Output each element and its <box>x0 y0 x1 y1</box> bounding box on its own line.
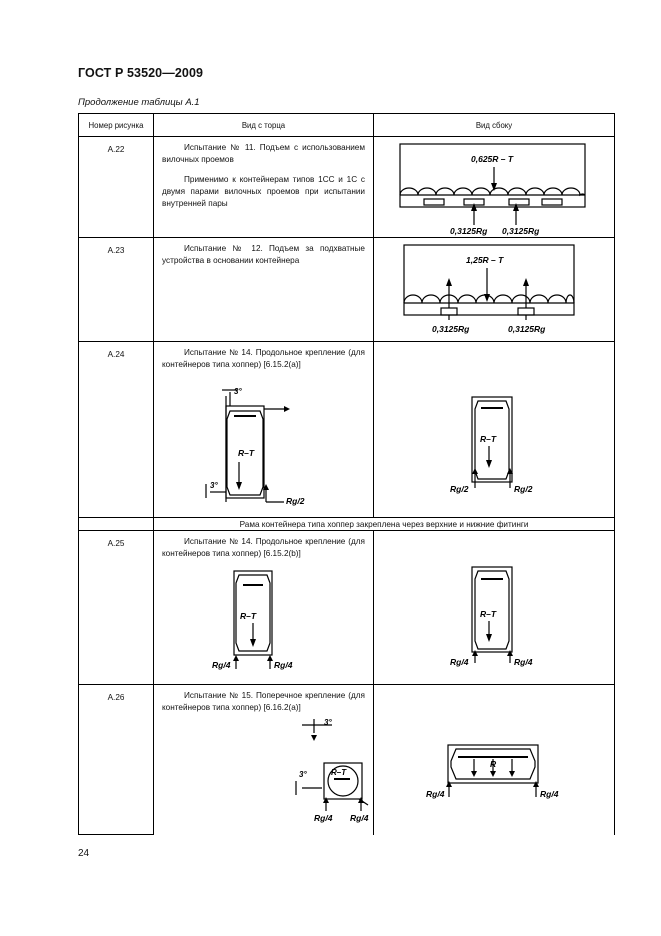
side-view-cell <box>374 531 615 685</box>
side-view-drawing-a26 <box>374 685 615 833</box>
load-label: R–T <box>480 609 497 619</box>
load-label: R–T <box>238 448 255 458</box>
left-force-label: 0,3125Rg <box>450 226 488 236</box>
figure-number: А.26 <box>79 685 154 835</box>
left-force-label: Rg/4 <box>450 657 469 667</box>
page-number: 24 <box>78 848 90 859</box>
right-force-label: Rg/4 <box>540 789 559 799</box>
left-force-label: Rg/2 <box>450 484 469 494</box>
frame-note: Рама контейнера типа хоппер закреплена через верхние и нижние фитинги <box>154 518 615 531</box>
right-force-label: Rg/4 <box>514 657 533 667</box>
left-force-label: Rg/4 <box>212 660 231 670</box>
table-caption: Продолжение таблицы А.1 <box>78 97 200 108</box>
figure-number: А.24 <box>79 342 154 518</box>
left-force-label: 0,3125Rg <box>432 324 470 334</box>
right-force-label: 0,3125Rg <box>502 226 540 236</box>
side-view-cell <box>374 342 615 518</box>
test-title: Испытание № 15. Поперечное крепление (для контейнеров типа хоппер) [6.16.2(a)] <box>162 691 365 712</box>
table-header-row <box>79 114 615 137</box>
right-force-label: 0,3125Rg <box>508 324 546 334</box>
table-row <box>79 342 615 518</box>
test-title: Испытание № 12. Подъем за подхватные устройства в основании контейнера <box>162 244 365 265</box>
table-row <box>79 685 615 835</box>
figure-number: А.25 <box>79 531 154 685</box>
test-note: Применимо к контейнерам типов 1СС и 1С с двумя парами вилочных проемов при испытании внутренней пары <box>162 175 365 208</box>
load-label: R–T <box>331 768 347 777</box>
angle-top-label: 3° <box>324 718 332 727</box>
column-header-number: Номер рисунка <box>79 114 154 137</box>
end-view-drawing-a24 <box>154 384 364 514</box>
document-header: ГОСТ Р 53520—2009 <box>78 66 204 80</box>
empty-cell <box>79 518 154 531</box>
side-view-drawing-a23 <box>374 238 615 341</box>
left-force-label: Rg/4 <box>314 813 333 823</box>
figure-number: А.22 <box>79 137 154 238</box>
column-header-side-view: Вид сбоку <box>374 114 615 137</box>
right-force-label: Rg/2 <box>514 484 533 494</box>
table-row <box>79 137 615 238</box>
force-label: Rg/2 <box>286 496 305 506</box>
test-description <box>154 342 374 518</box>
load-label: R–T <box>240 611 257 621</box>
column-header-end-view: Вид с торца <box>154 114 374 137</box>
side-view-drawing-a24 <box>374 342 615 517</box>
load-label: 1,25R – T <box>466 255 504 265</box>
right-force-label: Rg/4 <box>350 813 369 823</box>
load-label: R <box>490 759 497 769</box>
test-description <box>154 137 374 238</box>
test-title: Испытание № 11. Подъем с использованием вилочных проемов <box>162 143 365 164</box>
test-title: Испытание № 14. Продольное крепление (для контейнеров типа хоппер) [6.15.2(b)] <box>162 537 365 558</box>
side-view-cell <box>374 685 615 835</box>
side-view-drawing-a22 <box>374 137 615 237</box>
angle-bottom-label: 3° <box>210 481 218 490</box>
test-title: Испытание № 14. Продольное крепление (для контейнеров типа хоппер) [6.15.2(a)] <box>162 348 365 369</box>
side-view-cell <box>374 238 615 342</box>
left-force-label: Rg/4 <box>426 789 445 799</box>
figure-number: А.23 <box>79 238 154 342</box>
angle-top-label: 3° <box>234 387 242 396</box>
test-description <box>154 531 374 685</box>
table-row <box>79 531 615 685</box>
figures-table <box>78 113 615 835</box>
test-description <box>154 685 374 835</box>
table-row <box>79 518 615 531</box>
table-row <box>79 238 615 342</box>
side-view-drawing-a25 <box>374 531 615 681</box>
right-force-label: Rg/4 <box>274 660 293 670</box>
load-label: 0,625R – T <box>471 154 514 164</box>
side-view-cell <box>374 137 615 238</box>
test-description <box>154 238 374 342</box>
load-label: R–T <box>480 434 497 444</box>
end-view-drawing-a26 <box>154 718 369 833</box>
end-view-drawing-a25 <box>154 571 364 681</box>
angle-left-label: 3° <box>299 770 307 779</box>
